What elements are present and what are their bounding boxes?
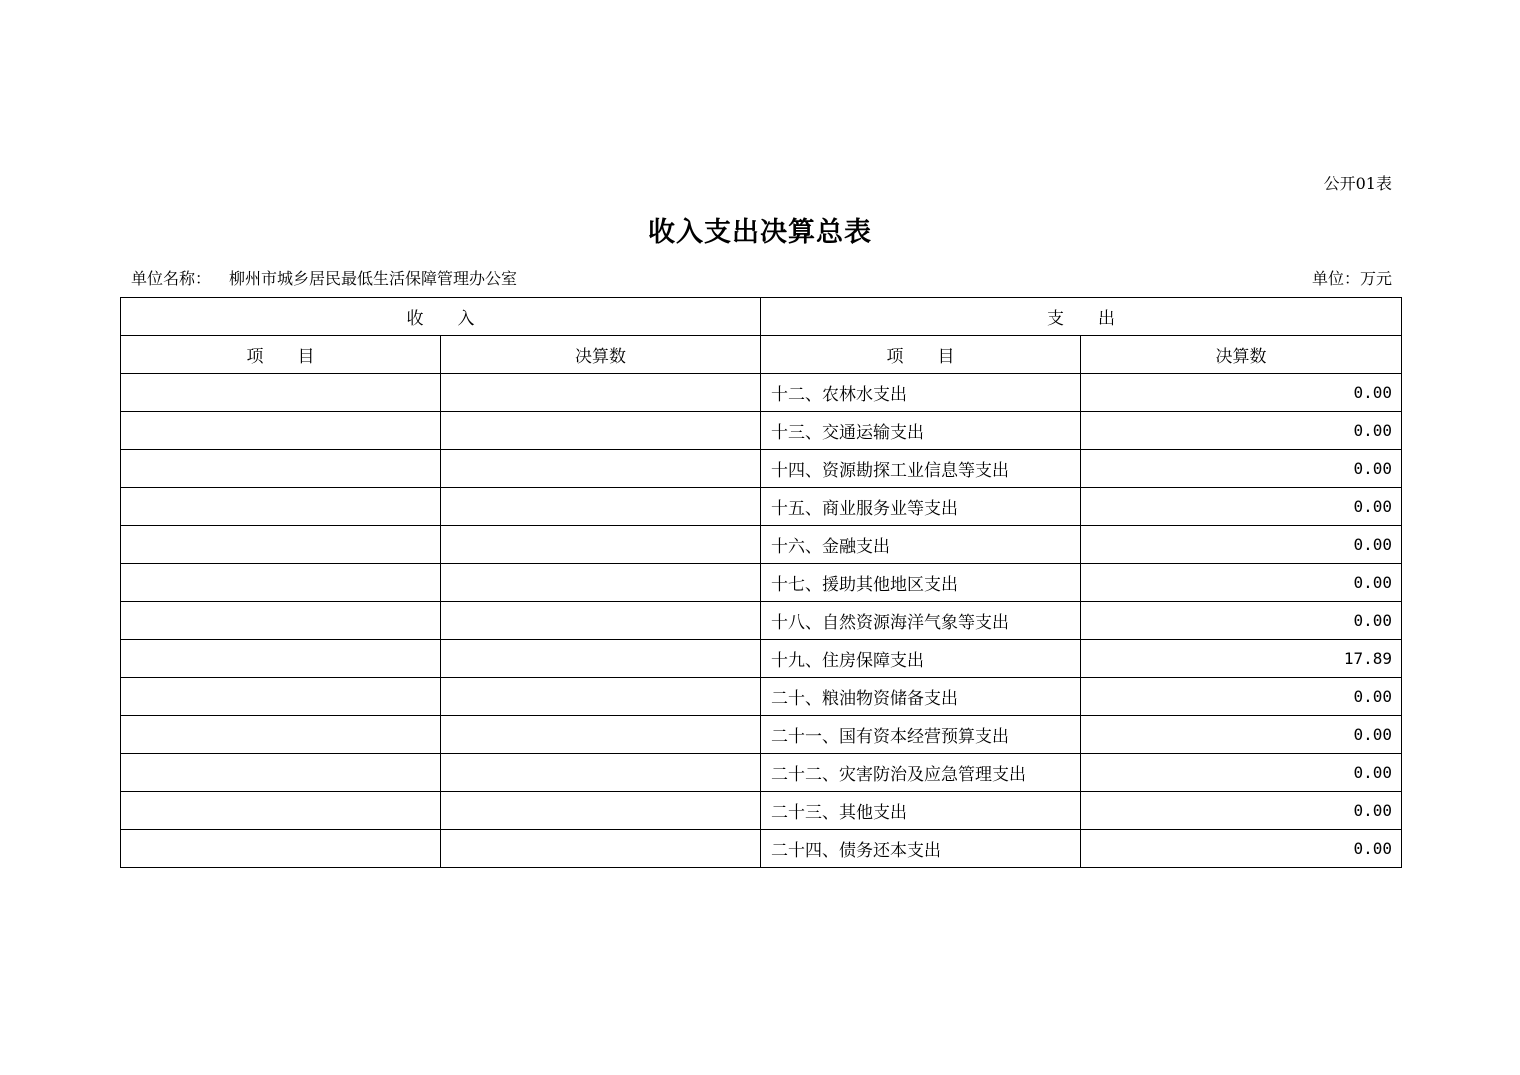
income-item-cell bbox=[121, 564, 441, 602]
expense-amount-cell: 0.00 bbox=[1081, 412, 1402, 450]
expense-amount-cell: 0.00 bbox=[1081, 716, 1402, 754]
table-row bbox=[121, 678, 1402, 716]
expense-amount-column-header: 决算数 bbox=[1081, 336, 1402, 374]
income-amount-column-header: 决算数 bbox=[441, 336, 761, 374]
income-amount-cell bbox=[441, 602, 761, 640]
table-row bbox=[121, 792, 1402, 830]
expense-amount-cell: 0.00 bbox=[1081, 488, 1402, 526]
expense-amount-cell: 0.00 bbox=[1081, 374, 1402, 412]
table-row bbox=[121, 564, 1402, 602]
income-amount-cell bbox=[441, 412, 761, 450]
table-row bbox=[121, 830, 1402, 868]
expense-item-cell: 二十、粮油物资储备支出 bbox=[761, 678, 1081, 716]
unit-name-label: 单位名称： bbox=[131, 269, 212, 288]
table-row bbox=[121, 754, 1402, 792]
expense-amount-cell: 0.00 bbox=[1081, 754, 1402, 792]
table-row bbox=[121, 716, 1402, 754]
expense-item-cell: 二十三、其他支出 bbox=[761, 792, 1081, 830]
income-item-cell bbox=[121, 374, 441, 412]
income-amount-cell bbox=[441, 374, 761, 412]
income-item-cell bbox=[121, 716, 441, 754]
income-item-cell bbox=[121, 792, 441, 830]
expense-item-cell: 十八、自然资源海洋气象等支出 bbox=[761, 602, 1081, 640]
income-item-cell bbox=[121, 640, 441, 678]
income-amount-cell bbox=[441, 526, 761, 564]
income-amount-cell bbox=[441, 792, 761, 830]
expense-amount-cell: 0.00 bbox=[1081, 830, 1402, 868]
income-item-cell bbox=[121, 602, 441, 640]
income-item-column-header: 项 目 bbox=[121, 336, 441, 374]
expense-item-cell: 十五、商业服务业等支出 bbox=[761, 488, 1081, 526]
table-row bbox=[121, 602, 1402, 640]
table-row bbox=[121, 412, 1402, 450]
income-item-cell bbox=[121, 412, 441, 450]
expense-amount-cell: 0.00 bbox=[1081, 792, 1402, 830]
income-amount-cell bbox=[441, 564, 761, 602]
expense-amount-cell: 0.00 bbox=[1081, 564, 1402, 602]
form-code: 公开01表 bbox=[1323, 174, 1392, 193]
income-item-cell bbox=[121, 678, 441, 716]
expense-amount-cell: 0.00 bbox=[1081, 450, 1402, 488]
expense-item-cell: 十七、援助其他地区支出 bbox=[761, 564, 1081, 602]
table-row bbox=[121, 450, 1402, 488]
expense-item-cell: 二十二、灾害防治及应急管理支出 bbox=[761, 754, 1081, 792]
expense-item-cell: 二十四、债务还本支出 bbox=[761, 830, 1081, 868]
expense-amount-cell: 0.00 bbox=[1081, 602, 1402, 640]
unit-name-value: 柳州市城乡居民最低生活保障管理办公室 bbox=[229, 269, 518, 288]
expense-amount-cell: 0.00 bbox=[1081, 526, 1402, 564]
income-item-cell bbox=[121, 526, 441, 564]
income-amount-cell bbox=[441, 450, 761, 488]
expense-section-header: 支 出 bbox=[761, 298, 1402, 336]
income-item-cell bbox=[121, 830, 441, 868]
income-amount-cell bbox=[441, 488, 761, 526]
income-item-cell bbox=[121, 754, 441, 792]
expense-item-cell: 十二、农林水支出 bbox=[761, 374, 1081, 412]
table-column-header-row bbox=[121, 336, 1402, 374]
expense-item-cell: 十九、住房保障支出 bbox=[761, 640, 1081, 678]
table-row bbox=[121, 526, 1402, 564]
income-amount-cell bbox=[441, 640, 761, 678]
income-expense-table bbox=[120, 297, 1402, 868]
expense-item-cell: 十六、金融支出 bbox=[761, 526, 1081, 564]
page-title: 收入支出决算总表 bbox=[648, 217, 872, 248]
table-section-header-row bbox=[121, 298, 1402, 336]
expense-item-column-header: 项 目 bbox=[761, 336, 1081, 374]
income-amount-cell bbox=[441, 678, 761, 716]
currency-unit: 单位：万元 bbox=[1311, 269, 1392, 288]
expense-amount-cell: 17.89 bbox=[1081, 640, 1402, 678]
income-section-header: 收 入 bbox=[121, 298, 761, 336]
income-amount-cell bbox=[441, 754, 761, 792]
income-item-cell bbox=[121, 450, 441, 488]
expense-item-cell: 十三、交通运输支出 bbox=[761, 412, 1081, 450]
expense-item-cell: 二十一、国有资本经营预算支出 bbox=[761, 716, 1081, 754]
table-row bbox=[121, 374, 1402, 412]
table-row bbox=[121, 640, 1402, 678]
expense-amount-cell: 0.00 bbox=[1081, 678, 1402, 716]
income-amount-cell bbox=[441, 830, 761, 868]
expense-item-cell: 十四、资源勘探工业信息等支出 bbox=[761, 450, 1081, 488]
table-row bbox=[121, 488, 1402, 526]
unit-name-line bbox=[131, 266, 517, 289]
income-amount-cell bbox=[441, 716, 761, 754]
income-item-cell bbox=[121, 488, 441, 526]
